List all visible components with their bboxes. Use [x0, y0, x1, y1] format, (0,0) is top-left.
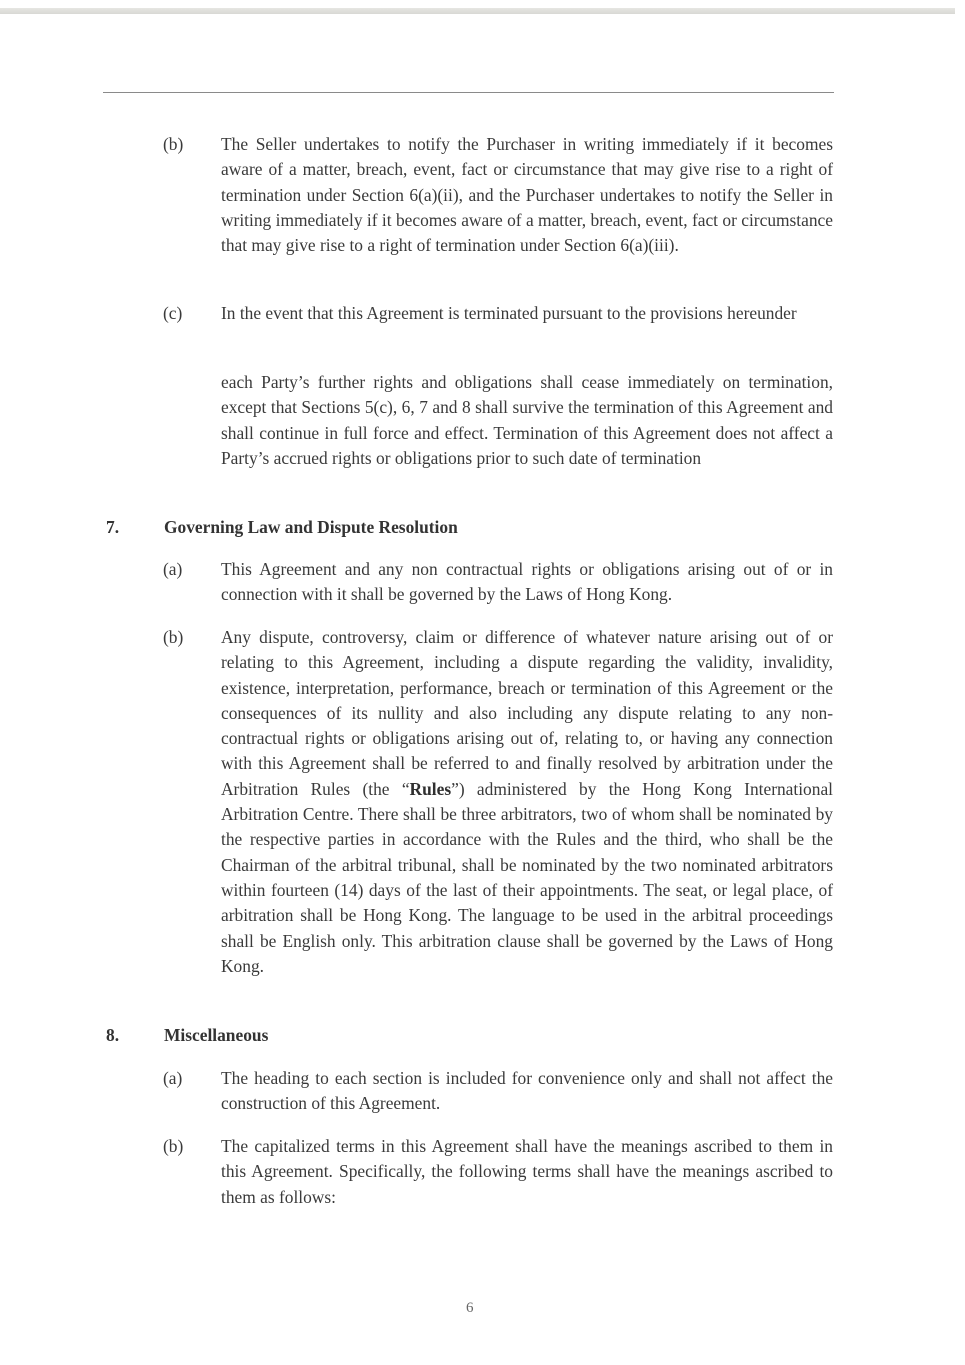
- clause-6c-text: In the event that this Agreement is terminated pursuant to the provisions hereunder: [221, 303, 797, 323]
- clause-6c-continuation: each Party’s further rights and obligations shall cease immediately on termination, except that Sections 5(c), 6, 7 and 8 shall survive the termination of this Agreement and shall continue in full force and effect. Termination of this Agreement does not affect a Party’s accrued rights or obligations prior to such date of termination: [221, 372, 833, 468]
- clause-label-8a: (a): [163, 1068, 183, 1088]
- clause-label-6b: (b): [163, 134, 184, 154]
- clause-label-6c: (c): [163, 303, 183, 323]
- clause-7b-text-before: Any dispute, controversy, claim or difference of whatever nature arising out of or relating to this Agreement, including a dispute regarding the validity, invalidity, existence, interpretation, performance, breach or termination of this Agreement or the consequences of its nullity and also including any dispute relating to any non-contractual rights or obligations arising out of, relating to, or having any connection with this Agreement shall be referred to and finally resolved by arbitration under the Arbitration Rules (the “: [221, 627, 833, 799]
- header-rule: [103, 92, 834, 93]
- section-8-title: Miscellaneous: [164, 1025, 269, 1045]
- clause-8b-text: The capitalized terms in this Agreement shall have the meanings ascribed to them in this Agreement. Specifically, the following terms shall have the meanings ascribed to them as follows:: [221, 1136, 833, 1207]
- page-number: 6: [466, 1300, 474, 1316]
- clause-7b-text: [221, 625, 833, 979]
- clause-8a-text: The heading to each section is included for convenience only and shall not affect the construction of this Agreement.: [221, 1068, 833, 1114]
- clause-label-7a: (a): [163, 559, 183, 579]
- defined-term-rules: Rules: [409, 778, 452, 799]
- section-7-number: 7.: [106, 517, 120, 537]
- clause-7a-text: This Agreement and any non contractual rights or obligations arising out of or in connection with it shall be governed by the Laws of Hong Kong.: [221, 559, 833, 605]
- clause-label-8b: (b): [163, 1136, 184, 1156]
- clause-7b-text-after: ”) administered by the Hong Kong International Arbitration Centre. There shall be three arbitrators, two of whom shall be nominated by the respective parties in accordance with the Rules and the third, who shall be the Chairman of the arbitral tribunal, shall be nominated by the two nominated arbitrators within fourteen (14) days of the last of their appointments. The seat, or legal place, of arbitration shall be Hong Kong. The language to be used in the arbitral proceedings shall be English only. This arbitration clause shall be governed by the Laws of Hong Kong.: [221, 778, 833, 976]
- clause-6b-text: The Seller undertakes to notify the Purchaser in writing immediately if it becomes aware of a matter, breach, event, fact or circumstance that may give rise to a right of termination under Section 6(a)(ii), and the Purchaser undertakes to notify the Seller in writing immediately if it becomes aware of a matter, breach, event, fact or circumstance that may give rise to a right of termination under Section 6(a)(iii).: [221, 134, 833, 256]
- section-7-title: Governing Law and Dispute Resolution: [164, 517, 458, 537]
- section-8-number: 8.: [106, 1025, 120, 1045]
- scan-edge: [0, 8, 955, 14]
- clause-label-7b: (b): [163, 627, 184, 647]
